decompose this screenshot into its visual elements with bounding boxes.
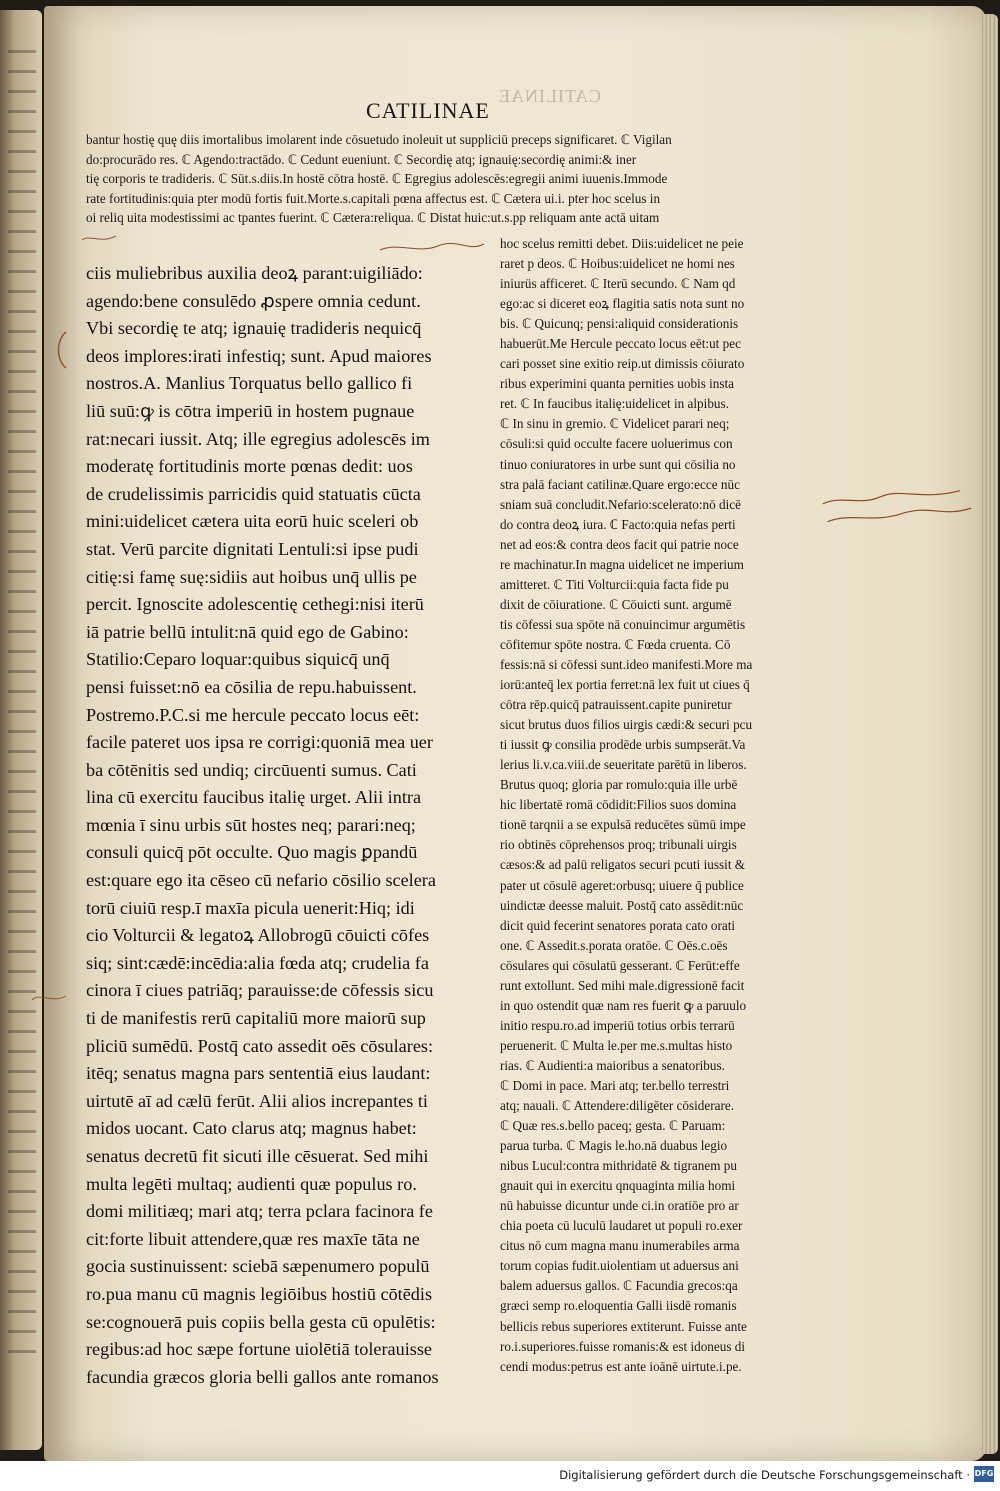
commentary-right-line: in quo ostendit quæ nam res fuerit ꝙ a paruulo [500,997,747,1013]
commentary-right-line: uindictæ deesse maluit. Postq̄ cato assēdit:nūc [500,897,744,913]
main-text-line: ba cōtēnitis sed undiq; circūuenti sumus. Cati [86,759,417,780]
commentary-right-line: ribus experimini quanta pernities uobis insta [500,376,735,392]
commentary-right-line: peruenerit. ℂ Multa le.per me.s.multas histo [500,1037,733,1053]
commentary-right-line: cōfitemur spōte nostra. ℂ Fœda cruenta. Cō [500,636,731,652]
page-fore-edge [982,14,998,1454]
commentary-top-line: oi reliq uita modestissimi ac tpantes fuerint. ℂ Cætera:reliqua. ℂ Distat huic:ut.s.pp reliquam ante actā uitam [86,210,660,225]
commentary-right-line: iorū:anteq̄ lex portia ferret:nā lex fuit ut ciues q̄ [500,677,750,693]
commentary-right-line: habuerūt.Me Hercule peccato locus eēt:ut pec [500,336,741,352]
commentary-right-line: hic libertatē romā cōdidit:Filios suos domina [500,797,737,813]
commentary-right-line: sniam suā concludit.Nefario:scelerato:nō dicē [500,496,741,512]
commentary-right-line: raret p deos. ℂ Hoibus:uidelicet ne homi nes [500,256,735,272]
margin-bracket-mark [50,330,74,370]
main-text-line: torū ciuiū resp.ī maxīa picula uenerit:Hiq; idi [86,897,415,918]
main-text-line: est:quare ego ita cēseo cū nefario cōsilio scelera [86,870,436,891]
commentary-right-line: cæsos:& ad palū religatos securi pcuti iussit & [500,857,746,873]
main-text-line: mini:uidelicet cætera uita eorū huic sceleri ob [86,511,419,532]
commentary-top-line: rate fortitudinis:quia pter modū fortis fuit.Morte.s.capitali pœna affectus est. ℂ Cætera ui.i. pter hoc scelus in [86,190,661,206]
main-text-line: citię:si famę suę:sidiis aut hoibus unq̄ ullis pe [86,566,417,587]
left-page-edge [0,10,42,1450]
commentary-right-line: cendi modus:petrus est ante ioānē uirtute.i.pe. [500,1358,742,1374]
commentary-right-line: cari posset sine exitio reip.ut dimissis cōiurato [500,356,745,372]
commentary-top-line: bantur hostię quę diis imortalibus imolarent inde cōsuetudo inoleuit ut suppliciū preceps significaret. ℂ Vigilan [86,132,672,147]
commentary-right-line: cōsulares qui cōsulatū gesserant. ℂ Ferūt:effe [500,957,740,973]
left-page-text-lines [8,50,36,1370]
commentary-right-line: atq; nauali. ℂ Attendere:diligēter cōsiderare. [500,1098,735,1114]
commentary-right-line: ℂ Quæ res.s.bello paceq; gesta. ℂ Paruam: [500,1118,726,1134]
main-text-line: Vbi secordię te atq; ignauię tradideris nequicq̄ [86,318,422,339]
main-text-block [86,260,490,1391]
commentary-right-line: one. ℂ Assedit.s.porata oratōe. ℂ Oēs.c.oēs [500,937,728,953]
main-text-line: Postremo.P.C.si me hercule peccato locus eēt: [86,704,420,725]
main-text-line: pensi fuisset:nō ea cōsilia de repu.habuissent. [86,676,417,697]
main-text-line: facundia græcos gloria belli gallos ante romanos [86,1366,439,1387]
main-text-line: siq; sint:cædē:incēdia:alia fœda atq; crudelia fa [86,952,429,973]
margin-scribble-left [30,990,70,1006]
main-text-line: regibus:ad hoc sæpe fortune uiolētiā tolerauisse [86,1339,432,1360]
commentary-right-line: amitteret. ℂ Titi Volturcii:quia facta fide pu [500,576,729,592]
footer-credit: Digitalisierung gefördert durch die Deutsche Forschungsgemeinschaft · [559,1468,970,1482]
commentary-right-line: fessis:nā si cōfessi sunt.ideo manifesti.More ma [500,656,753,672]
running-head-bleed-through: CATILINAE [498,86,601,106]
commentary-right-line: ro.i.superiores.fuisse romanis:& est idoneus di [500,1338,746,1354]
commentary-right-line: ℂ Domi in pace. Mari atq; ter.bello terrestri [500,1077,730,1093]
commentary-top-line: do:procurādo res. ℂ Agendo:tractādo. ℂ Cedunt eueniunt. ℂ Secordię atq; ignauię:secordię animi:& iner [86,151,637,167]
main-text-line: domi militiæq; mari atq; terra pclara facinora fe [86,1201,433,1222]
commentary-right-line: re machinatur.In magna uidelicet ne imperium [500,556,744,572]
main-text-line: deos implores:irati infestiq; sunt. Apud maiores [86,345,432,366]
commentary-right-line: stra palā faciant catilinæ.Quare ergo:ecce nūc [500,476,740,492]
interlinear-annotation [378,238,488,258]
commentary-right-line: net ad eos:& contra deos facit qui patrie noce [500,536,739,552]
commentary-right-line: cōtra rēp.quicq̄ patrauissent.capite puniretur [500,697,732,713]
commentary-right-line: cōsuli:si quid occulte facere uoluerimus con [500,436,733,452]
commentary-right-line: nibus Lucul:contra mithridatē & tigranem pu [500,1158,737,1174]
main-text-line: cio Volturcii & legatoꝝ Allobrogū cōuicti cōfes [86,925,430,946]
commentary-right-line: gnauit qui in exercitu qnquaginta milia homi [500,1178,736,1194]
main-text-line: ti de manifestis rerū capitaliū more maiorū sup [86,1008,426,1029]
main-text-line: rat:necari iussit. Atq; ille egregius adolescēs im [86,428,430,449]
commentary-right-line: tis cōfessi sua spōte nā conuincimur argumētis [500,616,746,632]
commentary-right-block [500,234,812,1377]
commentary-right-line: bellicis rebus superiores extiterunt. Fuisse ante [500,1318,747,1334]
main-text-line: gocia sustinuissent: sciebā sæpenumero populū [86,1256,430,1277]
commentary-right-line: chia poeta cū luculū laudaret ut populi ro.exer [500,1218,743,1234]
commentary-right-line: Brutus quoq; gloria par romulo:quia ille urbē [500,777,738,793]
commentary-right-line: pater ut cōsulē ageret:orbusq; uiuere q̄ publice [500,877,744,893]
main-text-line: consuli quicq̄ pōt occulte. Quo magis ꝑpandū [86,842,418,863]
commentary-right-line: tionē tarqnii a se expulsā reducētes sūmū impe [500,817,746,833]
main-text-line: percit. Ignoscite adolescentię cethegi:nisi iterū [86,594,424,615]
main-text-line: ciis muliebribus auxilia deoꝝ parant:uigiliādo: [86,263,423,283]
commentary-right-line: runt extollunt. Sed mihi male.digressionē facit [500,977,745,993]
main-text-line: pliciū sumēdū. Postq̄ cato assedit oēs cōsulares: [86,1035,434,1056]
main-text-line: nostros.A. Manlius Torquatus bello gallico fi [86,373,413,394]
commentary-right-line: ℂ In sinu in gremio. ℂ Videlicet parari neq; [500,416,730,432]
commentary-top-line: tię corporis te tradideris. ℂ Sūt.s.diis.In hostē cōtra hostē. ℂ Egregius adolescēs:egregii animi iuuenis.Immode [86,171,668,186]
main-text-line: facile pateret uos ipsa re corrigi:quoniā mea uer [86,732,433,753]
commentary-right-line: nū habuisse dicuntur unde ci.in oratiōe pro ar [500,1198,739,1214]
commentary-right-line: lerius li.v.ca.viii.de seueritate parētū in liberos. [500,757,747,773]
commentary-right-line: rio obtinēs cōprehensos proq; tribunali uirgis [500,837,737,853]
commentary-right-line: rias. ℂ Audienti:a maioribus a senatoribus. [500,1057,725,1073]
main-text-line: de crudelissimis parricidis quid statuatis cūcta [86,483,421,504]
main-text-line: agendo:bene consulēdo ꝓspere omnia cedunt. [86,290,421,311]
commentary-right-line: bis. ℂ Quicunq; pensi:aliquid considerationis [500,316,739,332]
commentary-right-line: hoc scelus remitti debet. Diis:uidelicet ne peie [500,236,744,251]
running-head: CATILINAE [366,98,490,123]
commentary-right-line: initio respu.ro.ad imperiū totius orbis terrarū [500,1017,735,1033]
main-text-line: liū suū:ꝙ is cōtra imperiū in hostem pugnaue [86,400,415,421]
main-text-line: cinora ī ciues patriāq; parauisse:de cōfessis sicu [86,980,434,1001]
commentary-right-line: græci semp ro.eloquentia Galli iisdē romanis [500,1298,737,1314]
commentary-right-line: torum copias fudit.uiolentiam ut aduersus ani [500,1258,739,1274]
commentary-right-line: tinuo coniuratores in urbe sunt qui cōsilia no [500,456,736,472]
commentary-right-line: ret. ℂ In faucibus italię:uidelicet in alpibus. [500,396,729,412]
main-text-line: moderatę fortitudinis morte pœnas dedit: uos [86,456,413,477]
handwritten-margin-note [820,484,983,552]
commentary-top-block [86,130,816,228]
commentary-right-line: do contra deoꝝ iura. ℂ Facto:quia nefas perti [500,516,736,532]
main-text-line: senatus decretū fit sicuti ille cēsuerat. Sed mihi [86,1146,429,1166]
main-text-line: uirtutē aī ad cælū ferūt. Alii alios increpantes ti [86,1090,428,1111]
main-text-line: ro.pua manu cū magnis legiōibus hostiū cōtēdis [86,1283,433,1304]
dfg-logo: DFG [974,1466,994,1482]
main-text-line: cit:forte libuit attendere,quæ res maxīe tāta ne [86,1228,420,1249]
main-text-line: stat. Verū parcite dignitati Lentuli:si ipse pudi [86,538,419,559]
margin-scribble-top-left [80,232,120,246]
commentary-right-line: parua turba. ℂ Magis le.ho.nā duabus legio [500,1138,728,1154]
commentary-right-line: iniurüs afficeret. ℂ Iterū secundo. ℂ Nam qd [500,276,736,292]
main-text-line: itēq; senatus magna pars sententiā eius laudant: [86,1063,431,1084]
commentary-right-line: citus nō cum magna manu inumerabiles arma [500,1238,740,1254]
commentary-right-line: dicit quid fecerint senatores porata cato orati [500,917,736,933]
main-text-line: lina cū exercitu faucibus italię urget. Alii intra [86,787,422,808]
commentary-right-line: ti iussit ꝙ consilia prodēde urbis sumpserāt.Va [500,737,746,753]
main-text-line: midos uocant. Cato clarus atq; magnus habet: [86,1118,417,1139]
commentary-right-line: sicut brutus duos filios uirgis cædi:& securi pcu [500,717,753,733]
commentary-right-line: balem aduersus gallos. ℂ Facundia grecos:qa [500,1278,738,1294]
commentary-right-line: ego:ac si diceret eoꝝ flagitia satis nota sunt no [500,296,745,312]
main-text-line: iā patrie bellū intulit:nā quid ego de Gabino: [86,621,409,642]
main-text-line: se:cognouerā puis copiis bella gesta cū opulētis: [86,1311,436,1332]
main-text-line: multa legēti multaq; audienti quæ populus ro. [86,1173,417,1194]
main-text-line: mœnia ī sinu urbis sūt hostes neq; parari:neq; [86,814,416,835]
commentary-right-line: dixit de cōiuratione. ℂ Cōuicti sunt. argumē [500,596,732,612]
main-text-line: Statilio:Ceparo loquar:quibus siquicq̄ unq̄ [86,649,390,670]
